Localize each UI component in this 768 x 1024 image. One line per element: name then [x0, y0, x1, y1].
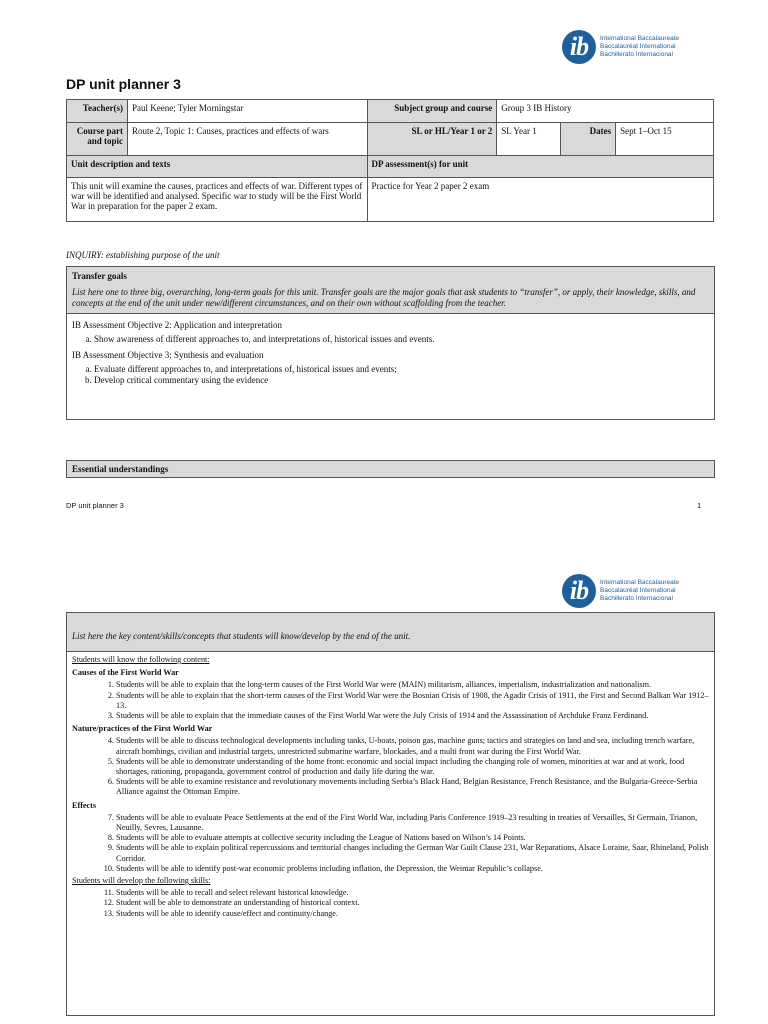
logo-line-3: Bachillerato Internacional [600, 51, 673, 58]
subject-value: Group 3 IB History [497, 100, 714, 123]
causes-heading: Causes of the First World War [72, 668, 179, 678]
transfer-goals-header [67, 267, 714, 314]
page-number: 1 [697, 501, 702, 510]
logo-line-2: Baccalauréat International [600, 587, 676, 594]
effects-heading: Effects [72, 800, 97, 810]
list-item: 12. Student will be able to demonstrate an understanding of historical context. [116, 898, 709, 908]
teachers-value: Paul Keene; Tyler Morningstar [127, 100, 367, 123]
list-item: 11. Students will be able to recall and select relevant historical knowledge. [116, 888, 709, 898]
ib-logo [562, 30, 679, 64]
knowledge-header [67, 613, 714, 652]
list-item: 2. Students will be able to explain that the short-term causes of the First World War were the Bosnian Crisis of 1908, the Agadir Crisis of 1911, the First and Second Balkan War 1912–13. [116, 691, 709, 711]
objective-2-list [72, 334, 709, 345]
nature-heading: Nature/practices of the First World War [72, 724, 213, 734]
skills-heading: Students will develop the following skills: [72, 876, 211, 886]
list-item: 7. Students will be able to evaluate Peace Settlements at the end of the First World War, including Paris Conference 1919–23 resulting in treaties of Versailles, St Germain, Trianon, Neuilly, Sevres, Lausanne. [116, 813, 709, 833]
page-title: DP unit planner 3 [66, 76, 181, 92]
logo-line-3: Bachillerato Internacional [600, 595, 673, 602]
list-item: 6. Students will be able to examine resistance and revolutionary movements including Serbia’s Black Hand, Belgian Resistance, French Resistance, and the Bulgaria-Greece-Serbia Alliance against the Ottoman Empire. [116, 777, 709, 797]
list-item: 13. Students will be able to identify cause/effect and continuity/change. [116, 909, 709, 919]
transfer-goals-box [66, 266, 715, 420]
ib-logo-mark: ib [562, 574, 596, 608]
unit-info-table [66, 99, 714, 222]
list-item: 5. Students will be able to demonstrate understanding of the home front: economic and social impact including the changing role of women, minorities at war and at work, food shortages, rationing, propaganda, government control of production and daily life during the war. [116, 757, 709, 777]
course-part-label: Course part and topic [67, 123, 128, 156]
list-item: a. Evaluate different approaches to, and interpretations of, historical issues and events; [94, 364, 709, 375]
skills-list [72, 888, 709, 919]
sl-hl-label: SL or HL/Year 1 or 2 [367, 123, 497, 156]
dp-assessment-label: DP assessment(s) for unit [367, 156, 713, 178]
knowledge-box [66, 612, 715, 1016]
essential-understandings-header [66, 460, 715, 478]
dates-value: Sept 1–Oct 15 [616, 123, 714, 156]
sl-hl-value: SL Year 1 [497, 123, 561, 156]
objective-2-heading: IB Assessment Objective 2: Application and interpretation [72, 320, 282, 330]
ib-logo-mark: ib [562, 30, 596, 64]
knowledge-body [67, 652, 714, 924]
list-item: 1. Students will be able to explain that the long-term causes of the First World War were (MAIN) militarism, alliances, imperialism, industrialization and nationalism. [116, 680, 709, 690]
subject-label: Subject group and course [367, 100, 497, 123]
transfer-goals-title: Transfer goals [72, 271, 127, 281]
course-part-value: Route 2, Topic 1: Causes, practices and effects of wars [127, 123, 367, 156]
causes-list [72, 680, 709, 721]
unit-description-value: This unit will examine the causes, practices and effects of war. Different types of war will be identified and analysed. Specific war to study will be the First World War in preparation for the paper 2 exam. [67, 178, 368, 222]
knowledge-instructions: List here the key content/skills/concepts that students will know/develop by the end of the unit. [72, 631, 411, 641]
list-item: b. Develop critical commentary using the evidence [94, 375, 709, 386]
list-item: 4. Students will be able to discuss technological developments including tanks, U-boats, poison gas, machine guns; tactics and strategies on land and sea, including trench warfare, aircraft bombings, civilian and industrial targets, unrestricted submarine warfare, blockades, and a multi front war during the First World War. [116, 736, 709, 756]
objective-3-list [72, 364, 709, 386]
list-item: 9. Students will be able to explain political repercussions and territorial changes including the German War Guilt Clause 231, War Reparations, Alsace Loraine, Saar, Rhineland, Polish Corridor. [116, 843, 709, 863]
transfer-goals-body [67, 314, 714, 395]
footer-label: DP unit planner 3 [66, 501, 124, 510]
logo-line-1: International Baccalaureate [600, 35, 680, 42]
inquiry-label: INQUIRY: establishing purpose of the unit [66, 250, 220, 260]
unit-description-label: Unit description and texts [67, 156, 368, 178]
list-item: 3. Students will be able to explain that the immediate causes of the First World War were the July Crisis of 1914 and the Assassination of Archduke Franz Ferdinand. [116, 711, 709, 721]
ib-logo-text [600, 35, 679, 59]
logo-line-2: Baccalauréat International [600, 43, 676, 50]
dp-assessment-value: Practice for Year 2 paper 2 exam [367, 178, 713, 222]
dates-label: Dates [561, 123, 616, 156]
list-item: 10. Students will be able to identify post-war economic problems including inflation, the Depression, the Weimar Republic’s collapse. [116, 864, 709, 874]
objective-3-heading: IB Assessment Objective 3: Synthesis and evaluation [72, 350, 264, 360]
list-item: a. Show awareness of different approaches to, and interpretations of, historical issues and events. [94, 334, 709, 345]
content-heading: Students will know the following content: [72, 655, 210, 664]
logo-line-1: International Baccalaureate [600, 579, 680, 586]
list-item: 8. Students will be able to evaluate attempts at collective security including the League of Nations based on Wilson’s 14 Points. [116, 833, 709, 843]
effects-list [72, 813, 709, 874]
nature-list [72, 736, 709, 797]
teachers-label: Teacher(s) [67, 100, 128, 123]
ib-logo-page-2 [562, 574, 679, 608]
transfer-goals-instructions: List here one to three big, overarching, long-term goals for this unit. Transfer goals are the major goals that ask students to “transfer”, or apply, their knowledge, skills, and concepts at the end of the unit under new/different circumstances, and on their own without scaffolding from the teacher. [72, 287, 696, 308]
essential-understandings-title: Essential understandings [72, 464, 169, 474]
ib-logo-text [600, 579, 679, 603]
